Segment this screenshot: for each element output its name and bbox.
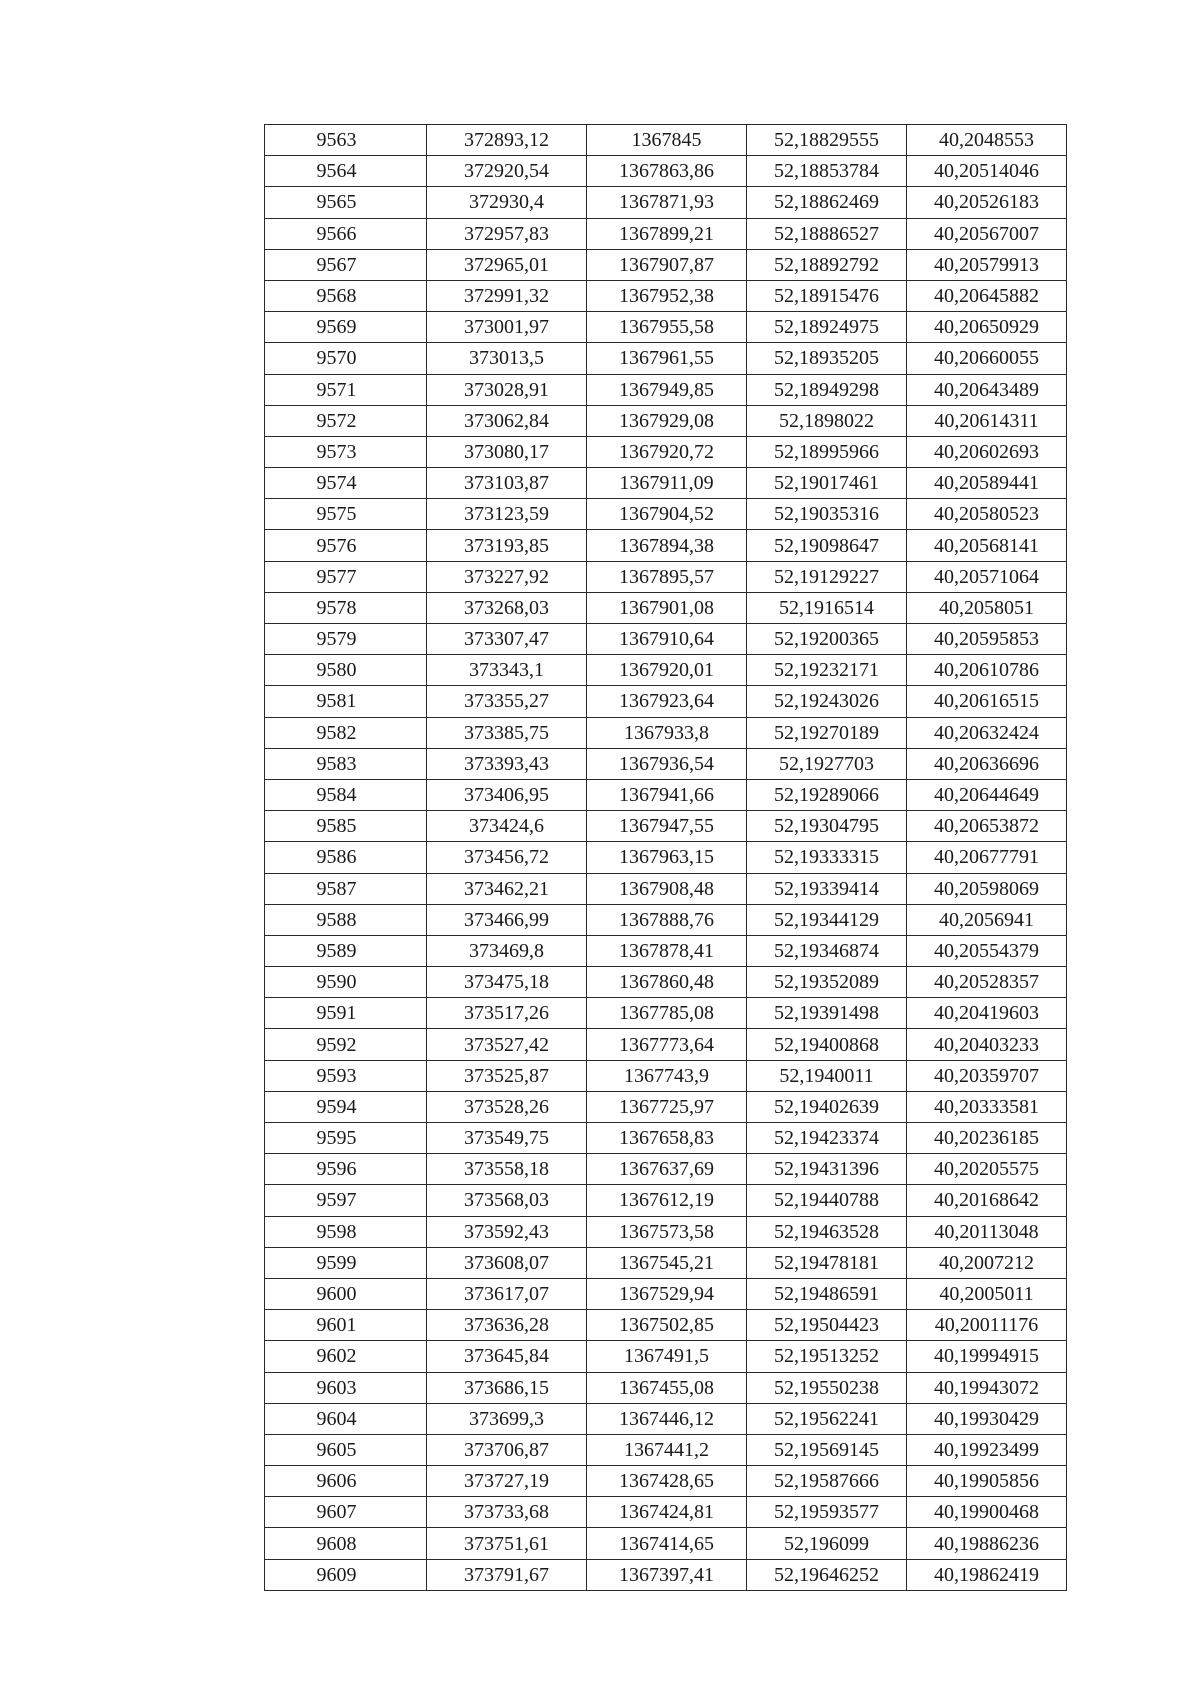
x-coordinate-cell: 372930,4 <box>427 187 587 218</box>
y-coordinate-cell: 1367743,9 <box>587 1060 747 1091</box>
longitude-cell: 40,20113048 <box>907 1216 1067 1247</box>
latitude-cell: 52,18915476 <box>747 280 907 311</box>
longitude-cell: 40,20168642 <box>907 1185 1067 1216</box>
y-coordinate-cell: 1367773,64 <box>587 1029 747 1060</box>
longitude-cell: 40,20616515 <box>907 686 1067 717</box>
table-row <box>265 686 1067 717</box>
point-number-cell: 9599 <box>265 1247 427 1278</box>
table-row <box>265 280 1067 311</box>
x-coordinate-cell: 373549,75 <box>427 1123 587 1154</box>
table-row <box>265 249 1067 280</box>
longitude-cell: 40,20636696 <box>907 748 1067 779</box>
point-number-cell: 9589 <box>265 935 427 966</box>
x-coordinate-cell: 373424,6 <box>427 811 587 842</box>
y-coordinate-cell: 1367529,94 <box>587 1278 747 1309</box>
table-row <box>265 561 1067 592</box>
x-coordinate-cell: 373456,72 <box>427 842 587 873</box>
table-row <box>265 1528 1067 1559</box>
x-coordinate-cell: 373062,84 <box>427 405 587 436</box>
longitude-cell: 40,19905856 <box>907 1466 1067 1497</box>
latitude-cell: 52,19646252 <box>747 1559 907 1590</box>
point-number-cell: 9578 <box>265 592 427 623</box>
point-number-cell: 9568 <box>265 280 427 311</box>
latitude-cell: 52,19513252 <box>747 1341 907 1372</box>
point-number-cell: 9588 <box>265 904 427 935</box>
table-row <box>265 1466 1067 1497</box>
y-coordinate-cell: 1367899,21 <box>587 218 747 249</box>
latitude-cell: 52,19352089 <box>747 967 907 998</box>
table-row <box>265 1091 1067 1122</box>
point-number-cell: 9564 <box>265 156 427 187</box>
y-coordinate-cell: 1367920,72 <box>587 436 747 467</box>
y-coordinate-cell: 1367441,2 <box>587 1434 747 1465</box>
longitude-cell: 40,20554379 <box>907 935 1067 966</box>
table-row <box>265 1403 1067 1434</box>
point-number-cell: 9566 <box>265 218 427 249</box>
table-row <box>265 873 1067 904</box>
point-number-cell: 9593 <box>265 1060 427 1091</box>
latitude-cell: 52,19243026 <box>747 686 907 717</box>
y-coordinate-cell: 1367895,57 <box>587 561 747 592</box>
longitude-cell: 40,19862419 <box>907 1559 1067 1590</box>
table-row <box>265 624 1067 655</box>
latitude-cell: 52,19391498 <box>747 998 907 1029</box>
x-coordinate-cell: 373193,85 <box>427 530 587 561</box>
x-coordinate-cell: 372965,01 <box>427 249 587 280</box>
latitude-cell: 52,19333315 <box>747 842 907 873</box>
point-number-cell: 9567 <box>265 249 427 280</box>
point-number-cell: 9581 <box>265 686 427 717</box>
table-row <box>265 748 1067 779</box>
x-coordinate-cell: 373469,8 <box>427 935 587 966</box>
x-coordinate-cell: 373406,95 <box>427 779 587 810</box>
point-number-cell: 9574 <box>265 468 427 499</box>
point-number-cell: 9609 <box>265 1559 427 1590</box>
longitude-cell: 40,20644649 <box>907 779 1067 810</box>
x-coordinate-cell: 373307,47 <box>427 624 587 655</box>
x-coordinate-cell: 373028,91 <box>427 374 587 405</box>
x-coordinate-cell: 373227,92 <box>427 561 587 592</box>
longitude-cell: 40,20589441 <box>907 468 1067 499</box>
table-row <box>265 1497 1067 1528</box>
y-coordinate-cell: 1367936,54 <box>587 748 747 779</box>
latitude-cell: 52,19270189 <box>747 717 907 748</box>
longitude-cell: 40,19886236 <box>907 1528 1067 1559</box>
y-coordinate-cell: 1367428,65 <box>587 1466 747 1497</box>
latitude-cell: 52,18924975 <box>747 312 907 343</box>
latitude-cell: 52,19478181 <box>747 1247 907 1278</box>
table-row <box>265 842 1067 873</box>
longitude-cell: 40,20598069 <box>907 873 1067 904</box>
table-row <box>265 218 1067 249</box>
x-coordinate-cell: 372991,32 <box>427 280 587 311</box>
point-number-cell: 9563 <box>265 125 427 156</box>
latitude-cell: 52,19304795 <box>747 811 907 842</box>
point-number-cell: 9598 <box>265 1216 427 1247</box>
longitude-cell: 40,20333581 <box>907 1091 1067 1122</box>
longitude-cell: 40,2058051 <box>907 592 1067 623</box>
point-number-cell: 9594 <box>265 1091 427 1122</box>
latitude-cell: 52,19440788 <box>747 1185 907 1216</box>
latitude-cell: 52,19339414 <box>747 873 907 904</box>
y-coordinate-cell: 1367878,41 <box>587 935 747 966</box>
y-coordinate-cell: 1367901,08 <box>587 592 747 623</box>
x-coordinate-cell: 373617,07 <box>427 1278 587 1309</box>
point-number-cell: 9590 <box>265 967 427 998</box>
longitude-cell: 40,20643489 <box>907 374 1067 405</box>
point-number-cell: 9595 <box>265 1123 427 1154</box>
longitude-cell: 40,19930429 <box>907 1403 1067 1434</box>
latitude-cell: 52,18892792 <box>747 249 907 280</box>
y-coordinate-cell: 1367612,19 <box>587 1185 747 1216</box>
point-number-cell: 9608 <box>265 1528 427 1559</box>
point-number-cell: 9579 <box>265 624 427 655</box>
point-number-cell: 9591 <box>265 998 427 1029</box>
point-number-cell: 9607 <box>265 1497 427 1528</box>
latitude-cell: 52,19098647 <box>747 530 907 561</box>
longitude-cell: 40,20602693 <box>907 436 1067 467</box>
longitude-cell: 40,20567007 <box>907 218 1067 249</box>
table-row <box>265 1278 1067 1309</box>
y-coordinate-cell: 1367955,58 <box>587 312 747 343</box>
x-coordinate-cell: 373706,87 <box>427 1434 587 1465</box>
longitude-cell: 40,2048553 <box>907 125 1067 156</box>
x-coordinate-cell: 372957,83 <box>427 218 587 249</box>
longitude-cell: 40,2056941 <box>907 904 1067 935</box>
x-coordinate-cell: 373727,19 <box>427 1466 587 1497</box>
longitude-cell: 40,19994915 <box>907 1341 1067 1372</box>
y-coordinate-cell: 1367725,97 <box>587 1091 747 1122</box>
table-row <box>265 1216 1067 1247</box>
point-number-cell: 9572 <box>265 405 427 436</box>
table-row <box>265 499 1067 530</box>
y-coordinate-cell: 1367491,5 <box>587 1341 747 1372</box>
x-coordinate-cell: 373001,97 <box>427 312 587 343</box>
table-row <box>265 779 1067 810</box>
longitude-cell: 40,20660055 <box>907 343 1067 374</box>
table-row <box>265 811 1067 842</box>
table-row <box>265 1123 1067 1154</box>
point-number-cell: 9596 <box>265 1154 427 1185</box>
latitude-cell: 52,19587666 <box>747 1466 907 1497</box>
y-coordinate-cell: 1367860,48 <box>587 967 747 998</box>
latitude-cell: 52,19289066 <box>747 779 907 810</box>
point-number-cell: 9597 <box>265 1185 427 1216</box>
longitude-cell: 40,20571064 <box>907 561 1067 592</box>
y-coordinate-cell: 1367910,64 <box>587 624 747 655</box>
table-row <box>265 717 1067 748</box>
latitude-cell: 52,19129227 <box>747 561 907 592</box>
longitude-cell: 40,20011176 <box>907 1310 1067 1341</box>
latitude-cell: 52,19035316 <box>747 499 907 530</box>
x-coordinate-cell: 373123,59 <box>427 499 587 530</box>
y-coordinate-cell: 1367949,85 <box>587 374 747 405</box>
x-coordinate-cell: 373475,18 <box>427 967 587 998</box>
y-coordinate-cell: 1367871,93 <box>587 187 747 218</box>
x-coordinate-cell: 373355,27 <box>427 686 587 717</box>
y-coordinate-cell: 1367929,08 <box>587 405 747 436</box>
longitude-cell: 40,20359707 <box>907 1060 1067 1091</box>
table-row <box>265 592 1067 623</box>
table-row <box>265 374 1067 405</box>
x-coordinate-cell: 373462,21 <box>427 873 587 904</box>
y-coordinate-cell: 1367952,38 <box>587 280 747 311</box>
longitude-cell: 40,20526183 <box>907 187 1067 218</box>
latitude-cell: 52,19344129 <box>747 904 907 935</box>
latitude-cell: 52,19463528 <box>747 1216 907 1247</box>
coordinates-table <box>264 124 1067 1591</box>
x-coordinate-cell: 373525,87 <box>427 1060 587 1091</box>
y-coordinate-cell: 1367907,87 <box>587 249 747 280</box>
x-coordinate-cell: 373636,28 <box>427 1310 587 1341</box>
table-row <box>265 125 1067 156</box>
y-coordinate-cell: 1367414,65 <box>587 1528 747 1559</box>
y-coordinate-cell: 1367961,55 <box>587 343 747 374</box>
x-coordinate-cell: 373645,84 <box>427 1341 587 1372</box>
y-coordinate-cell: 1367545,21 <box>587 1247 747 1278</box>
table-row <box>265 187 1067 218</box>
table-row <box>265 1154 1067 1185</box>
point-number-cell: 9604 <box>265 1403 427 1434</box>
y-coordinate-cell: 1367911,09 <box>587 468 747 499</box>
table-row <box>265 156 1067 187</box>
coordinates-table-body <box>265 125 1067 1591</box>
table-row <box>265 1559 1067 1590</box>
table-row <box>265 468 1067 499</box>
point-number-cell: 9584 <box>265 779 427 810</box>
point-number-cell: 9602 <box>265 1341 427 1372</box>
point-number-cell: 9585 <box>265 811 427 842</box>
latitude-cell: 52,19569145 <box>747 1434 907 1465</box>
latitude-cell: 52,18949298 <box>747 374 907 405</box>
point-number-cell: 9565 <box>265 187 427 218</box>
latitude-cell: 52,18853784 <box>747 156 907 187</box>
longitude-cell: 40,20205575 <box>907 1154 1067 1185</box>
latitude-cell: 52,1916514 <box>747 592 907 623</box>
point-number-cell: 9576 <box>265 530 427 561</box>
longitude-cell: 40,20677791 <box>907 842 1067 873</box>
point-number-cell: 9575 <box>265 499 427 530</box>
y-coordinate-cell: 1367908,48 <box>587 873 747 904</box>
table-row <box>265 405 1067 436</box>
latitude-cell: 52,18862469 <box>747 187 907 218</box>
latitude-cell: 52,1940011 <box>747 1060 907 1091</box>
x-coordinate-cell: 373592,43 <box>427 1216 587 1247</box>
y-coordinate-cell: 1367947,55 <box>587 811 747 842</box>
latitude-cell: 52,19423374 <box>747 1123 907 1154</box>
x-coordinate-cell: 373517,26 <box>427 998 587 1029</box>
x-coordinate-cell: 373527,42 <box>427 1029 587 1060</box>
latitude-cell: 52,19400868 <box>747 1029 907 1060</box>
y-coordinate-cell: 1367923,64 <box>587 686 747 717</box>
latitude-cell: 52,19593577 <box>747 1497 907 1528</box>
y-coordinate-cell: 1367785,08 <box>587 998 747 1029</box>
latitude-cell: 52,19346874 <box>747 935 907 966</box>
table-row <box>265 1434 1067 1465</box>
y-coordinate-cell: 1367502,85 <box>587 1310 747 1341</box>
latitude-cell: 52,19017461 <box>747 468 907 499</box>
longitude-cell: 40,20632424 <box>907 717 1067 748</box>
longitude-cell: 40,19943072 <box>907 1372 1067 1403</box>
point-number-cell: 9600 <box>265 1278 427 1309</box>
table-row <box>265 1341 1067 1372</box>
longitude-cell: 40,20419603 <box>907 998 1067 1029</box>
longitude-cell: 40,20610786 <box>907 655 1067 686</box>
x-coordinate-cell: 373568,03 <box>427 1185 587 1216</box>
y-coordinate-cell: 1367658,83 <box>587 1123 747 1154</box>
latitude-cell: 52,1927703 <box>747 748 907 779</box>
table-row <box>265 1029 1067 1060</box>
latitude-cell: 52,18995966 <box>747 436 907 467</box>
longitude-cell: 40,2007212 <box>907 1247 1067 1278</box>
point-number-cell: 9606 <box>265 1466 427 1497</box>
y-coordinate-cell: 1367845 <box>587 125 747 156</box>
longitude-cell: 40,20595853 <box>907 624 1067 655</box>
x-coordinate-cell: 373393,43 <box>427 748 587 779</box>
y-coordinate-cell: 1367941,66 <box>587 779 747 810</box>
longitude-cell: 40,2005011 <box>907 1278 1067 1309</box>
x-coordinate-cell: 373608,07 <box>427 1247 587 1278</box>
x-coordinate-cell: 373733,68 <box>427 1497 587 1528</box>
table-row <box>265 967 1067 998</box>
latitude-cell: 52,18829555 <box>747 125 907 156</box>
x-coordinate-cell: 373699,3 <box>427 1403 587 1434</box>
table-row <box>265 343 1067 374</box>
point-number-cell: 9605 <box>265 1434 427 1465</box>
x-coordinate-cell: 372893,12 <box>427 125 587 156</box>
latitude-cell: 52,19200365 <box>747 624 907 655</box>
longitude-cell: 40,20579913 <box>907 249 1067 280</box>
longitude-cell: 40,19900468 <box>907 1497 1067 1528</box>
point-number-cell: 9582 <box>265 717 427 748</box>
point-number-cell: 9571 <box>265 374 427 405</box>
point-number-cell: 9573 <box>265 436 427 467</box>
longitude-cell: 40,20236185 <box>907 1123 1067 1154</box>
x-coordinate-cell: 373466,99 <box>427 904 587 935</box>
latitude-cell: 52,1898022 <box>747 405 907 436</box>
y-coordinate-cell: 1367933,8 <box>587 717 747 748</box>
x-coordinate-cell: 373343,1 <box>427 655 587 686</box>
point-number-cell: 9603 <box>265 1372 427 1403</box>
table-row <box>265 1372 1067 1403</box>
y-coordinate-cell: 1367455,08 <box>587 1372 747 1403</box>
table-row <box>265 1185 1067 1216</box>
table-row <box>265 935 1067 966</box>
longitude-cell: 40,20645882 <box>907 280 1067 311</box>
y-coordinate-cell: 1367446,12 <box>587 1403 747 1434</box>
table-row <box>265 530 1067 561</box>
point-number-cell: 9587 <box>265 873 427 904</box>
point-number-cell: 9586 <box>265 842 427 873</box>
latitude-cell: 52,19486591 <box>747 1278 907 1309</box>
longitude-cell: 40,20568141 <box>907 530 1067 561</box>
point-number-cell: 9601 <box>265 1310 427 1341</box>
longitude-cell: 40,20580523 <box>907 499 1067 530</box>
x-coordinate-cell: 373791,67 <box>427 1559 587 1590</box>
x-coordinate-cell: 372920,54 <box>427 156 587 187</box>
latitude-cell: 52,19402639 <box>747 1091 907 1122</box>
point-number-cell: 9570 <box>265 343 427 374</box>
table-row <box>265 655 1067 686</box>
y-coordinate-cell: 1367573,58 <box>587 1216 747 1247</box>
point-number-cell: 9569 <box>265 312 427 343</box>
x-coordinate-cell: 373268,03 <box>427 592 587 623</box>
longitude-cell: 40,20650929 <box>907 312 1067 343</box>
table-row <box>265 998 1067 1029</box>
y-coordinate-cell: 1367424,81 <box>587 1497 747 1528</box>
x-coordinate-cell: 373385,75 <box>427 717 587 748</box>
table-row <box>265 436 1067 467</box>
longitude-cell: 40,20528357 <box>907 967 1067 998</box>
y-coordinate-cell: 1367920,01 <box>587 655 747 686</box>
point-number-cell: 9580 <box>265 655 427 686</box>
y-coordinate-cell: 1367904,52 <box>587 499 747 530</box>
longitude-cell: 40,19923499 <box>907 1434 1067 1465</box>
y-coordinate-cell: 1367963,15 <box>587 842 747 873</box>
x-coordinate-cell: 373751,61 <box>427 1528 587 1559</box>
latitude-cell: 52,18935205 <box>747 343 907 374</box>
x-coordinate-cell: 373686,15 <box>427 1372 587 1403</box>
x-coordinate-cell: 373103,87 <box>427 468 587 499</box>
latitude-cell: 52,19232171 <box>747 655 907 686</box>
table-row <box>265 312 1067 343</box>
y-coordinate-cell: 1367863,86 <box>587 156 747 187</box>
x-coordinate-cell: 373013,5 <box>427 343 587 374</box>
y-coordinate-cell: 1367397,41 <box>587 1559 747 1590</box>
y-coordinate-cell: 1367894,38 <box>587 530 747 561</box>
longitude-cell: 40,20653872 <box>907 811 1067 842</box>
y-coordinate-cell: 1367637,69 <box>587 1154 747 1185</box>
point-number-cell: 9592 <box>265 1029 427 1060</box>
latitude-cell: 52,19550238 <box>747 1372 907 1403</box>
table-row <box>265 1310 1067 1341</box>
x-coordinate-cell: 373080,17 <box>427 436 587 467</box>
longitude-cell: 40,20403233 <box>907 1029 1067 1060</box>
latitude-cell: 52,19562241 <box>747 1403 907 1434</box>
point-number-cell: 9577 <box>265 561 427 592</box>
table-row <box>265 1060 1067 1091</box>
table-row <box>265 1247 1067 1278</box>
table-row <box>265 904 1067 935</box>
point-number-cell: 9583 <box>265 748 427 779</box>
x-coordinate-cell: 373528,26 <box>427 1091 587 1122</box>
longitude-cell: 40,20614311 <box>907 405 1067 436</box>
latitude-cell: 52,18886527 <box>747 218 907 249</box>
y-coordinate-cell: 1367888,76 <box>587 904 747 935</box>
latitude-cell: 52,196099 <box>747 1528 907 1559</box>
latitude-cell: 52,19431396 <box>747 1154 907 1185</box>
longitude-cell: 40,20514046 <box>907 156 1067 187</box>
x-coordinate-cell: 373558,18 <box>427 1154 587 1185</box>
latitude-cell: 52,19504423 <box>747 1310 907 1341</box>
